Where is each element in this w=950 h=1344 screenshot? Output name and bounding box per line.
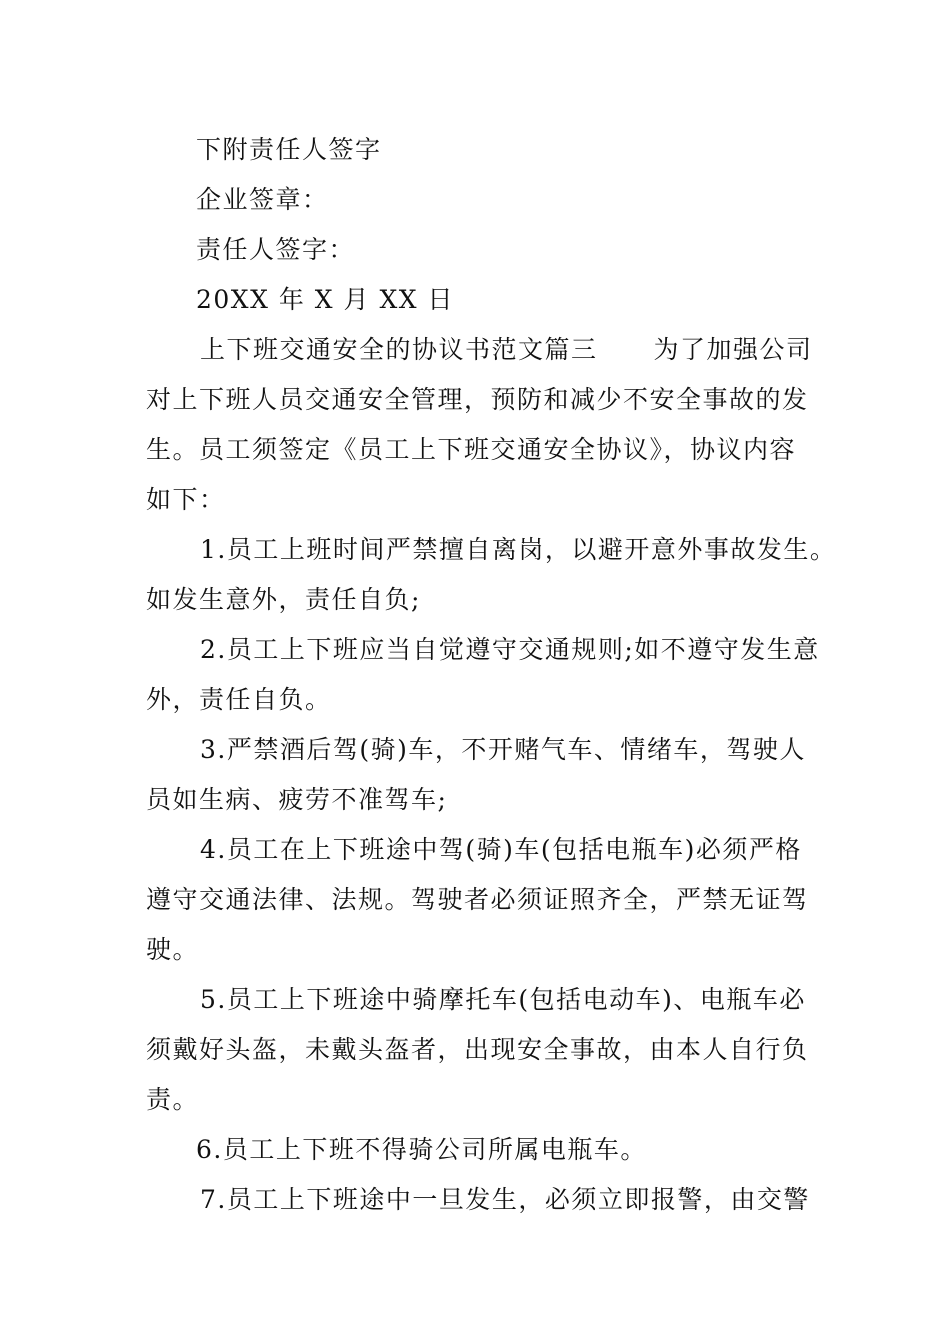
clause-2-cont: 外，责任自负。 <box>146 685 332 714</box>
clause-1-cont: 如发生意外，责任自负; <box>146 585 421 614</box>
signature-note: 下附责任人签字 <box>196 135 382 164</box>
clause-3: 3.严禁酒后驾(骑)车，不开赌气车、情绪车，驾驶人 <box>200 735 806 764</box>
company-seal-label: 企业签章： <box>196 185 329 214</box>
paragraph-line: 如下： <box>146 485 226 514</box>
clause-4: 4.员工在上下班途中驾(骑)车(包括电瓶车)必须严格 <box>200 835 802 864</box>
section-title: 上下班交通安全的协议书范文篇三 <box>200 335 598 364</box>
intro-start: 为了加强公司 <box>653 335 813 364</box>
paragraph-line: 生。员工须签定《员工上下班交通安全协议》，协议内容 <box>146 435 797 464</box>
clause-6: 6.员工上下班不得骑公司所属电瓶车。 <box>196 1135 647 1164</box>
clause-3-cont: 员如生病、疲劳不准驾车; <box>146 785 448 814</box>
clause-5-cont: 须戴好头盔，未戴头盔者，出现安全事故，由本人自行负 <box>146 1035 809 1064</box>
responsible-signature-label: 责任人签字： <box>196 235 356 264</box>
clause-4-cont: 遵守交通法律、法规。驾驶者必须证照齐全，严禁无证驾 <box>146 885 809 914</box>
date-line: 20XX 年 X 月 XX 日 <box>196 285 455 314</box>
clause-2: 2.员工上下班应当自觉遵守交通规则;如不遵守发生意 <box>200 635 820 664</box>
clause-7: 7.员工上下班途中一旦发生，必须立即报警，由交警 <box>200 1185 810 1214</box>
clause-5: 5.员工上下班途中骑摩托车(包括电动车)、电瓶车必 <box>200 985 806 1014</box>
paragraph-line: 对上下班人员交通安全管理，预防和减少不安全事故的发 <box>146 385 809 414</box>
section-heading-line <box>200 334 813 366</box>
clause-5-cont: 责。 <box>146 1085 200 1114</box>
clause-4-cont: 驶。 <box>146 935 200 964</box>
clause-1: 1.员工上班时间严禁擅自离岗，以避开意外事故发生。 <box>200 535 837 564</box>
